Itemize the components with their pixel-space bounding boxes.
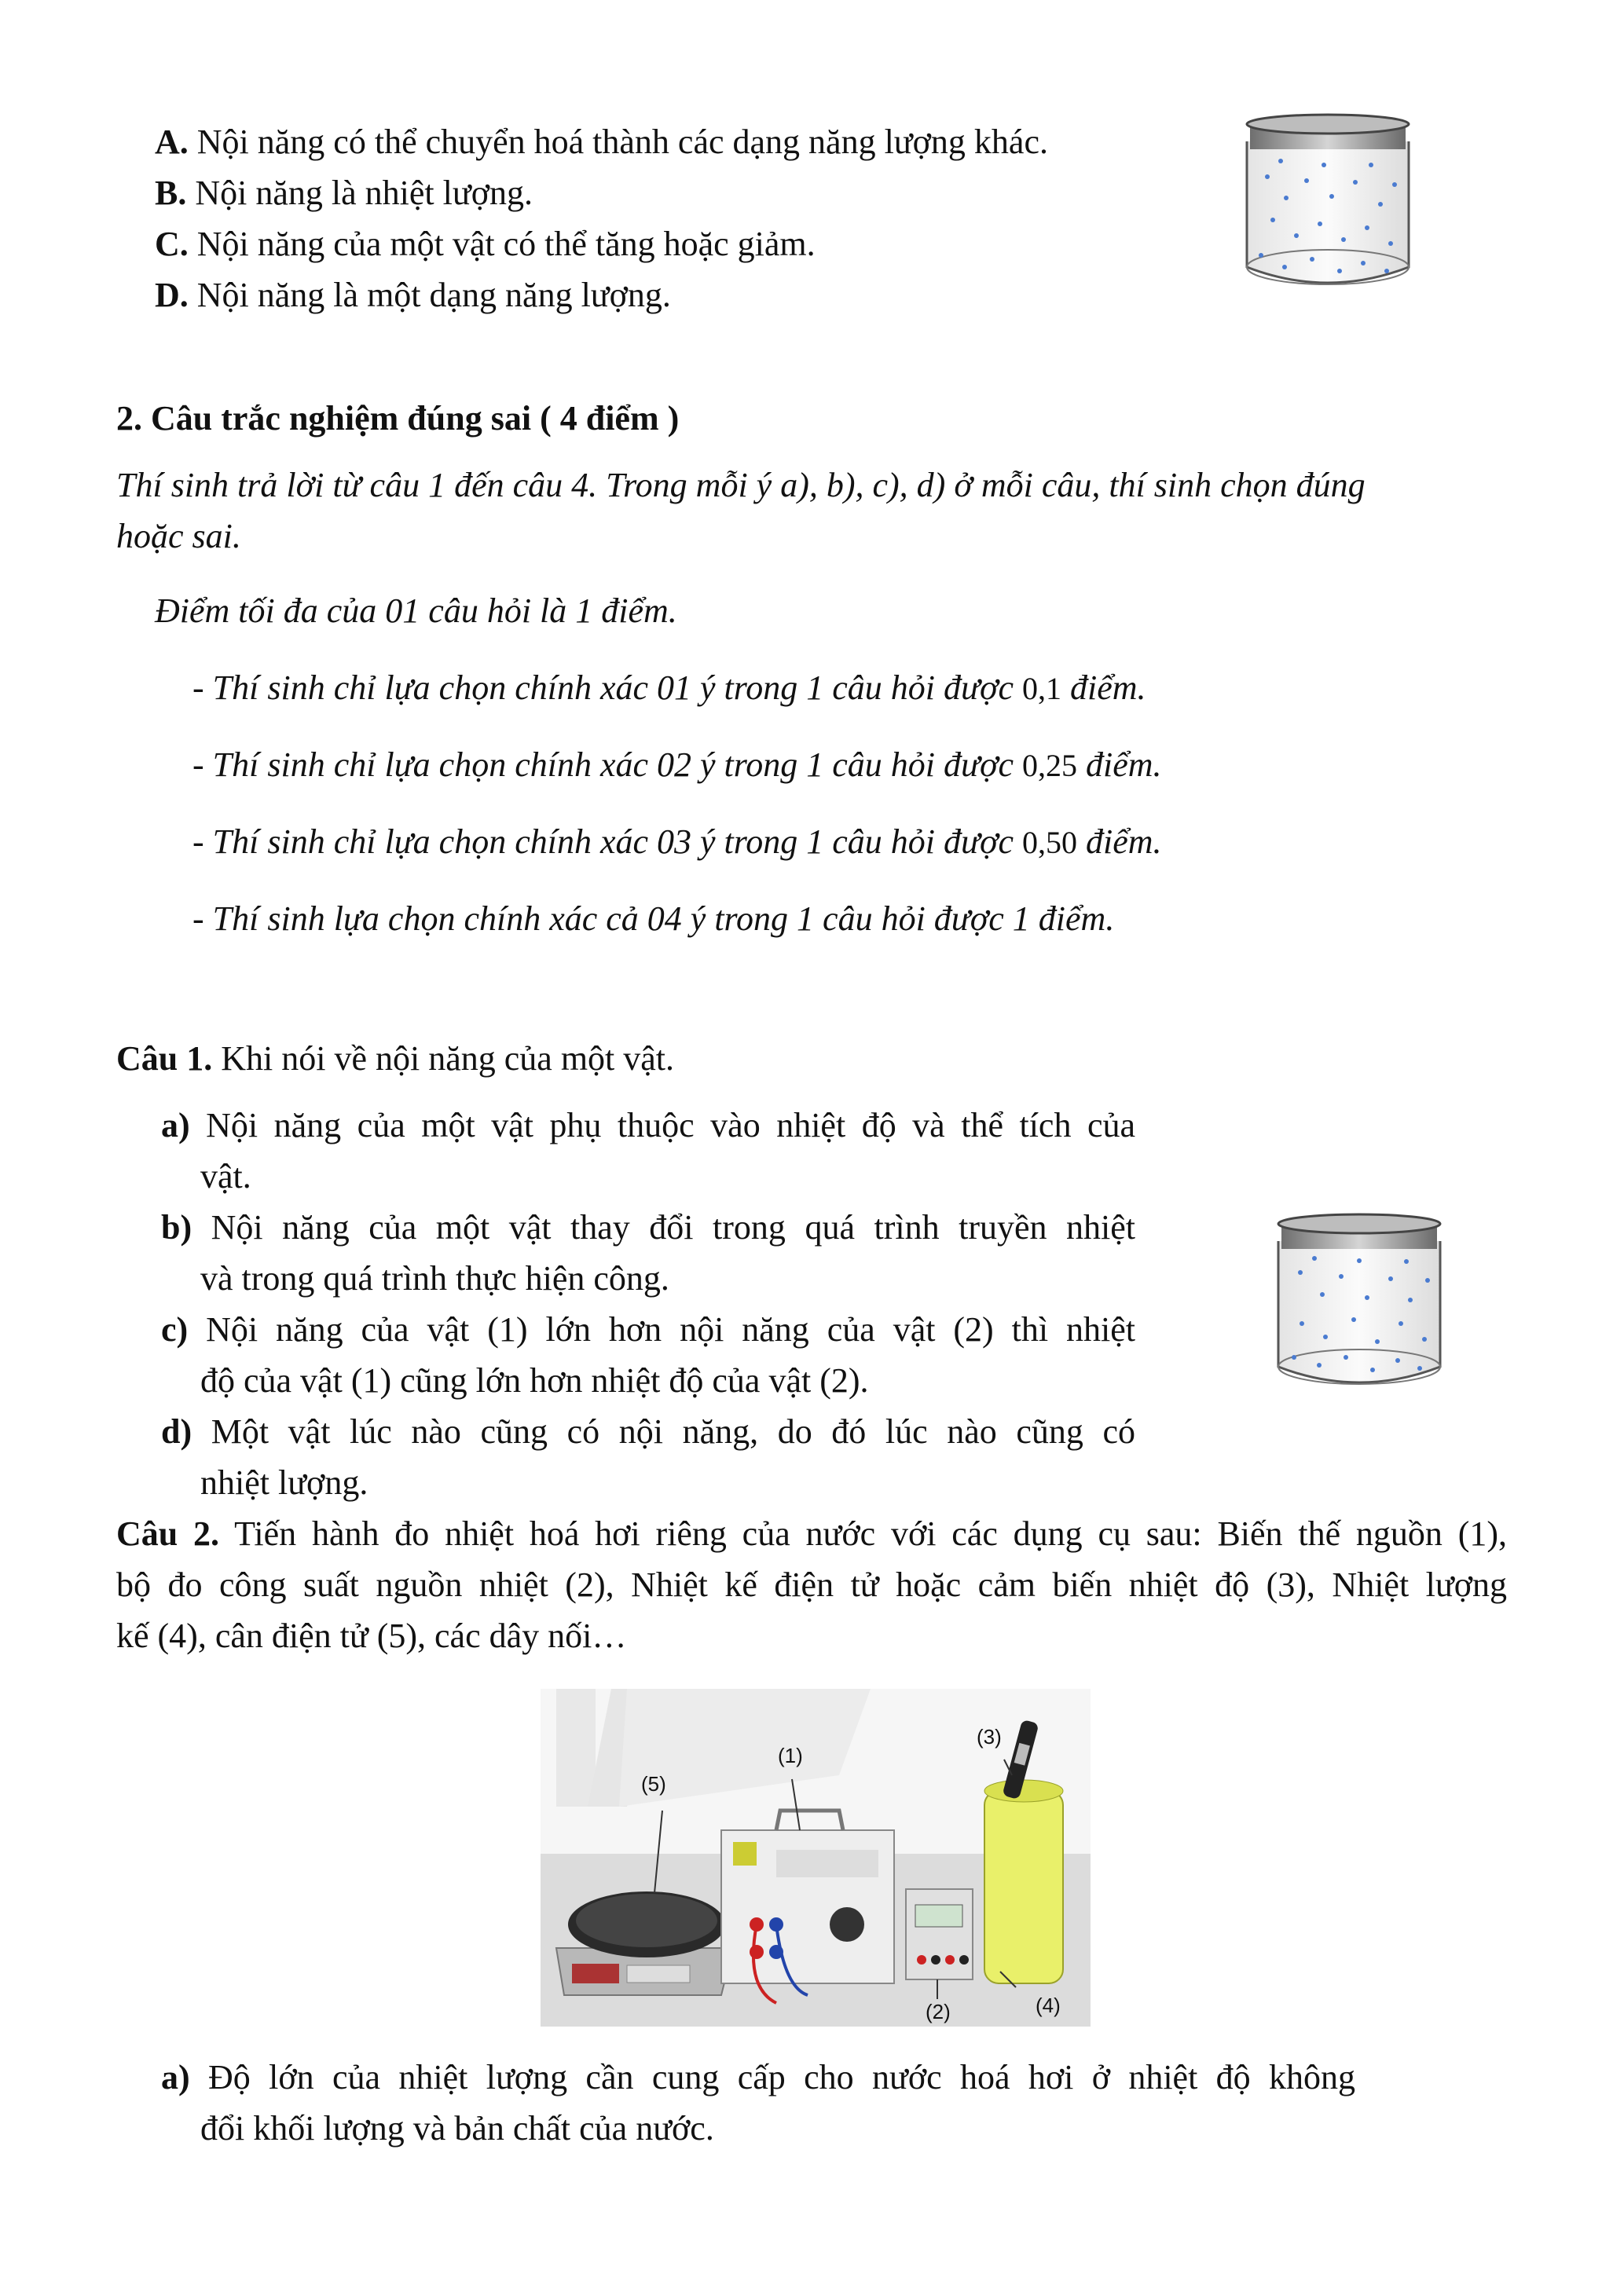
- q2-stem-line-2: bộ đo công suất nguồn nhiệt (2), Nhiệt kế điện tử hoặc cảm biến nhiệt độ (3), Nhiệt lượng: [116, 1565, 1507, 1604]
- figure-label-5: (5): [641, 1772, 666, 1796]
- scoring-rule-3: - Thí sinh chỉ lựa chọn chính xác 03 ý trong 1 câu hỏi được 0,50 điểm.: [192, 822, 1162, 861]
- q1-statement-b-cont: và trong quá trình thực hiện công.: [200, 1259, 669, 1298]
- figure-label-4: (4): [1036, 1994, 1061, 2017]
- figure-label-2: (2): [926, 2000, 951, 2023]
- beaker-gas-illustration: [1269, 1210, 1450, 1394]
- apparatus-photo: [541, 1689, 1091, 2027]
- q1-statement-c: c) Nội năng của vật (1) lớn hơn nội năng của vật (2) thì nhiệt: [161, 1310, 1135, 1349]
- scoring-rule-1: - Thí sinh chỉ lựa chọn chính xác 01 ý trong 1 câu hỏi được 0,1 điểm.: [192, 668, 1146, 707]
- scoring-rule-4: - Thí sinh lựa chọn chính xác cả 04 ý trong 1 câu hỏi được 1 điểm.: [192, 899, 1115, 938]
- q1-statement-d: d) Một vật lúc nào cũng có nội năng, do đó lúc nào cũng có: [161, 1412, 1136, 1451]
- q1-statement-a: a) Nội năng của một vật phụ thuộc vào nhiệt độ và thể tích của: [161, 1106, 1136, 1144]
- option-a: A. Nội năng có thể chuyển hoá thành các dạng năng lượng khác.: [155, 123, 1048, 161]
- q2-statement-a-cont: đổi khối lượng và bản chất của nước.: [200, 2109, 714, 2148]
- scoring-rule-2: - Thí sinh chỉ lựa chọn chính xác 02 ý trong 1 câu hỏi được 0,25 điểm.: [192, 745, 1162, 784]
- q1-stem: Câu 1. Khi nói về nội năng của một vật.: [116, 1039, 675, 1078]
- option-b: B. Nội năng là nhiệt lượng.: [155, 174, 533, 212]
- beaker-gas-illustration: [1237, 110, 1418, 295]
- q2-stem-line-3: kế (4), cân điện tử (5), các dây nối…: [116, 1617, 627, 1655]
- option-c: C. Nội năng của một vật có thể tăng hoặc giảm.: [155, 225, 816, 263]
- max-points-note: Điểm tối đa của 01 câu hỏi là 1 điểm.: [155, 591, 677, 630]
- figure-label-1: (1): [778, 1744, 803, 1767]
- q1-statement-c-cont: độ của vật (1) cũng lớn hơn nhiệt độ của vật (2).: [200, 1361, 869, 1400]
- section-heading: 2. Câu trắc nghiệm đúng sai ( 4 điểm ): [116, 399, 680, 438]
- q1-statement-d-cont: nhiệt lượng.: [200, 1463, 368, 1502]
- q1-statement-b: b) Nội năng của một vật thay đổi trong quá trình truyền nhiệt: [161, 1208, 1136, 1247]
- instruction-line-2: hoặc sai.: [116, 517, 241, 555]
- instruction-line-1: Thí sinh trả lời từ câu 1 đến câu 4. Trong mỗi ý a), b), c), d) ở mỗi câu, thí sinh chọn đúng: [116, 466, 1366, 504]
- q2-stem-line-1: Câu 2. Tiến hành đo nhiệt hoá hơi riêng của nước với các dụng cụ sau: Biến thế nguồn (1),: [116, 1514, 1507, 1553]
- figure-label-3: (3): [977, 1725, 1002, 1749]
- q1-statement-a-cont: vật.: [200, 1157, 251, 1196]
- option-d: D. Nội năng là một dạng năng lượng.: [155, 276, 671, 314]
- q2-statement-a: a) Độ lớn của nhiệt lượng cần cung cấp cho nước hoá hơi ở nhiệt độ không: [161, 2058, 1356, 2096]
